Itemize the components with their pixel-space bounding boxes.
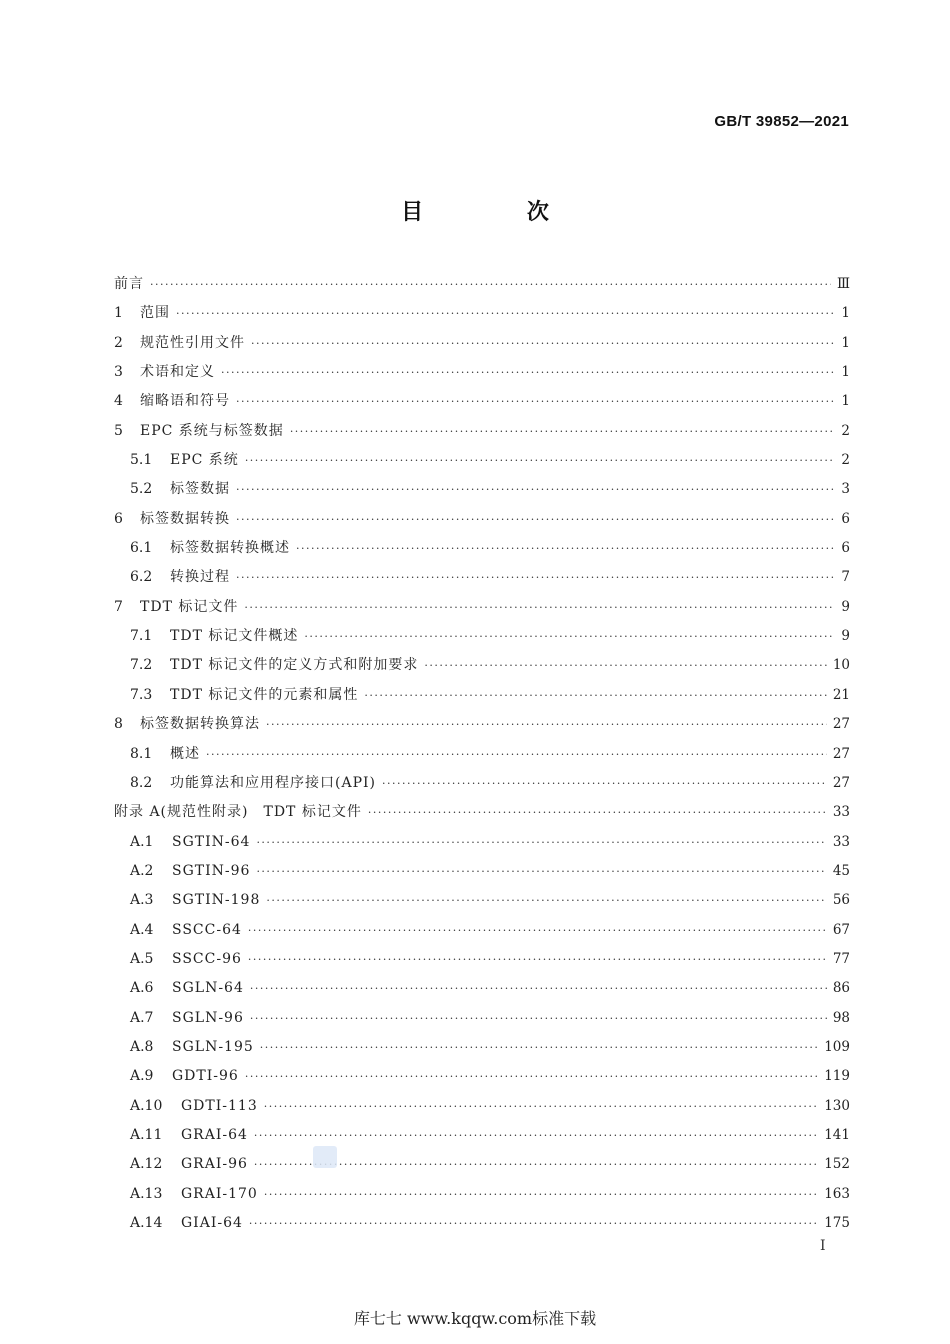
toc-dot-leader <box>264 1180 818 1209</box>
toc-dot-leader <box>206 740 827 769</box>
toc-entry-number: 7.2 <box>130 657 153 674</box>
toc-entry[interactable] <box>114 916 850 945</box>
toc-entry-page: 9 <box>841 628 850 645</box>
toc-entry-label: EPC 系统与标签数据 <box>140 422 284 439</box>
toc-entry-label: 转换过程 <box>170 569 230 586</box>
toc-entry-number: 6.2 <box>130 569 153 586</box>
toc-entry-label: SGLN-195 <box>172 1038 254 1055</box>
toc-entry-page: 163 <box>824 1185 850 1202</box>
footer-watermark[interactable]: 库七七 www.kqqw.com标准下载 <box>353 1309 597 1328</box>
toc-entry-number: A.9 <box>130 1068 154 1085</box>
toc-entry-label: GDTI-96 <box>172 1068 239 1085</box>
toc-entry-page: 9 <box>841 598 850 615</box>
toc-entry-page: 119 <box>824 1068 850 1085</box>
toc-entry-label: 术语和定义 <box>140 364 215 381</box>
toc-entry[interactable] <box>114 1150 850 1179</box>
toc-dot-leader <box>424 651 826 680</box>
toc-entry-page: 86 <box>832 980 850 997</box>
toc-entry[interactable] <box>114 446 850 475</box>
toc-entry-number: 5.1 <box>130 452 153 469</box>
toc-entry-page: 98 <box>832 1009 850 1026</box>
toc-entry-label: GIAI-64 <box>181 1215 243 1231</box>
toc-entry[interactable] <box>114 828 850 857</box>
toc-dot-leader <box>236 387 834 416</box>
toc-entry[interactable] <box>114 1004 850 1033</box>
toc-entry-page: 33 <box>832 833 850 850</box>
toc-entry-page: 109 <box>824 1038 850 1055</box>
toc-entry[interactable] <box>114 593 850 622</box>
toc-entry-page: 45 <box>832 862 850 879</box>
toc-entry[interactable] <box>114 681 850 710</box>
toc-entry-number: A.7 <box>130 1009 154 1026</box>
toc-entry[interactable] <box>114 1033 850 1062</box>
toc-entry-number: A.6 <box>130 980 154 997</box>
toc-entry-page: 2 <box>841 422 850 439</box>
toc-entry-page: 10 <box>832 657 850 674</box>
toc-entry-label: SGTIN-96 <box>172 862 251 879</box>
toc-entry[interactable] <box>114 857 850 886</box>
toc-entry-number: A.13 <box>130 1185 163 1202</box>
toc-entry-page: 7 <box>841 569 850 586</box>
toc-entry-label: SSCC-96 <box>172 950 242 967</box>
toc-entry-page: 1 <box>841 305 850 322</box>
toc-entry-page: Ⅲ <box>836 276 850 292</box>
toc-entry-label: 标签数据转换 <box>140 510 230 527</box>
toc-entry[interactable] <box>114 1209 850 1238</box>
page-number: Ⅰ <box>820 1238 826 1254</box>
toc-entry-label: GRAI-170 <box>181 1185 258 1202</box>
table-of-contents <box>114 270 850 1238</box>
toc-entry-number: 3 <box>114 364 123 381</box>
toc-entry-number: A.4 <box>130 921 154 938</box>
toc-entry-number: 5.2 <box>130 481 153 498</box>
toc-entry-page: 27 <box>832 716 850 733</box>
toc-entry-label: 范围 <box>140 305 170 322</box>
toc-dot-leader <box>244 593 834 622</box>
toc-entry-number: A.10 <box>130 1097 163 1114</box>
toc-dot-leader <box>256 857 826 886</box>
toc-dot-leader <box>236 505 834 534</box>
toc-entry-number: 8.1 <box>130 745 153 762</box>
toc-entry-label: EPC 系统 <box>170 452 239 469</box>
toc-dot-leader <box>290 417 834 446</box>
toc-entry[interactable] <box>114 974 850 1003</box>
toc-entry-number: 8 <box>114 716 123 733</box>
toc-entry-page: 175 <box>824 1215 850 1231</box>
toc-entry-label: TDT 标记文件的定义方式和附加要求 <box>170 657 419 674</box>
toc-entry-page: 33 <box>832 804 850 821</box>
toc-entry-page: 56 <box>832 892 850 909</box>
toc-entry-number: A.3 <box>130 892 154 909</box>
toc-entry-page: 1 <box>841 393 850 410</box>
toc-entry-label: GRAI-64 <box>181 1126 248 1143</box>
toc-dot-leader <box>150 270 831 299</box>
toc-entry[interactable] <box>114 270 850 299</box>
toc-dot-leader <box>245 446 834 475</box>
toc-entry-number: 6 <box>114 510 123 527</box>
toc-dot-leader <box>368 798 827 827</box>
toc-entry-page: 77 <box>832 950 850 967</box>
toc-entry-number: 4 <box>114 393 123 410</box>
toc-dot-leader <box>304 622 834 651</box>
toc-entry-page: 3 <box>841 481 850 498</box>
toc-entry-label: GDTI-113 <box>181 1097 258 1114</box>
toc-entry-label: SSCC-64 <box>172 921 242 938</box>
toc-entry-label: SGTIN-64 <box>172 833 251 850</box>
watermark-stamp <box>313 1146 337 1168</box>
toc-entry[interactable] <box>114 651 850 680</box>
toc-entry-page: 6 <box>841 540 850 557</box>
toc-entry[interactable] <box>114 299 850 328</box>
toc-dot-leader <box>250 974 827 1003</box>
toc-dot-leader <box>260 1033 818 1062</box>
toc-entry[interactable] <box>114 563 850 592</box>
toc-dot-leader <box>266 710 827 739</box>
toc-entry-label: 概述 <box>170 745 200 762</box>
toc-entry-page: 141 <box>824 1126 850 1143</box>
toc-entry[interactable] <box>114 1092 850 1121</box>
toc-entry-label: 功能算法和应用程序接口(API) <box>170 774 376 791</box>
toc-entry-page: 27 <box>832 774 850 791</box>
toc-dot-leader <box>221 358 834 387</box>
toc-dot-leader <box>236 563 834 592</box>
toc-entry-number: A.12 <box>130 1156 163 1173</box>
toc-entry-number: A.8 <box>130 1038 154 1055</box>
toc-entry-page: 27 <box>832 745 850 762</box>
toc-entry[interactable] <box>114 710 850 739</box>
toc-entry[interactable] <box>114 1180 850 1209</box>
toc-entry[interactable] <box>114 534 850 563</box>
toc-dot-leader <box>264 1092 818 1121</box>
toc-entry[interactable] <box>114 1121 850 1150</box>
toc-entry-page: 67 <box>832 921 850 938</box>
toc-entry-page: 1 <box>841 364 850 381</box>
standard-code: GB/T 39852—2021 <box>714 113 849 130</box>
toc-dot-leader <box>364 681 826 710</box>
toc-entry-label: 前言 <box>114 276 144 292</box>
toc-entry-number: 1 <box>114 305 123 322</box>
toc-entry-page: 6 <box>841 510 850 527</box>
toc-entry-label: 附录 A(规范性附录) TDT 标记文件 <box>114 804 362 821</box>
toc-entry-label: 标签数据 <box>170 481 230 498</box>
toc-entry[interactable] <box>114 387 850 416</box>
toc-entry-number: 7.1 <box>130 628 153 645</box>
toc-entry-number: A.11 <box>130 1126 163 1143</box>
toc-dot-leader <box>251 329 834 358</box>
toc-dot-leader <box>250 1004 827 1033</box>
toc-dot-leader <box>248 916 827 945</box>
toc-entry[interactable] <box>114 945 850 974</box>
toc-entry[interactable] <box>114 886 850 915</box>
toc-entry-number: A.14 <box>130 1215 163 1231</box>
toc-dot-leader <box>249 1209 818 1238</box>
toc-entry[interactable] <box>114 475 850 504</box>
toc-entry[interactable] <box>114 417 850 446</box>
toc-dot-leader <box>254 1150 818 1179</box>
toc-entry[interactable] <box>114 329 850 358</box>
toc-entry[interactable] <box>114 358 850 387</box>
toc-entry-label: 缩略语和符号 <box>140 393 230 410</box>
toc-entry-number: 8.2 <box>130 774 153 791</box>
toc-dot-leader <box>236 475 834 504</box>
toc-entry-number: 5 <box>114 422 123 439</box>
toc-entry[interactable] <box>114 505 850 534</box>
toc-entry-number: 6.1 <box>130 540 153 557</box>
toc-entry-page: 21 <box>832 686 850 703</box>
toc-entry[interactable] <box>114 622 850 651</box>
toc-dot-leader <box>296 534 834 563</box>
toc-entry-label: SGLN-64 <box>172 980 244 997</box>
toc-entry[interactable] <box>114 798 850 827</box>
toc-entry-page: 1 <box>841 334 850 351</box>
toc-entry-label: 标签数据转换算法 <box>140 716 260 733</box>
toc-entry-number: A.2 <box>130 862 154 879</box>
page-title: 目 次 <box>401 200 597 225</box>
toc-entry[interactable] <box>114 769 850 798</box>
toc-entry[interactable] <box>114 740 850 769</box>
toc-entry-number: 2 <box>114 334 123 351</box>
toc-dot-leader <box>254 1121 818 1150</box>
toc-entry-label: GRAI-96 <box>181 1156 248 1173</box>
toc-entry-number: A.1 <box>130 833 154 850</box>
toc-dot-leader <box>176 299 834 328</box>
toc-entry-label: SGLN-96 <box>172 1009 244 1026</box>
toc-dot-leader <box>382 769 827 798</box>
toc-dot-leader <box>256 828 826 857</box>
toc-entry-label: SGTIN-198 <box>172 892 261 909</box>
toc-dot-leader <box>245 1062 818 1091</box>
toc-dot-leader <box>266 886 826 915</box>
toc-entry-label: TDT 标记文件概述 <box>170 628 299 645</box>
toc-entry-page: 130 <box>824 1097 850 1114</box>
toc-entry-page: 2 <box>841 452 850 469</box>
toc-entry-label: 标签数据转换概述 <box>170 540 290 557</box>
toc-entry-label: TDT 标记文件的元素和属性 <box>170 686 359 703</box>
toc-entry-number: 7.3 <box>130 686 153 703</box>
toc-entry-number: A.5 <box>130 950 154 967</box>
toc-entry-label: 规范性引用文件 <box>140 334 245 351</box>
toc-entry-page: 152 <box>824 1156 850 1173</box>
toc-entry[interactable] <box>114 1062 850 1091</box>
toc-dot-leader <box>248 945 827 974</box>
toc-entry-label: TDT 标记文件 <box>140 598 239 615</box>
toc-entry-number: 7 <box>114 598 123 615</box>
